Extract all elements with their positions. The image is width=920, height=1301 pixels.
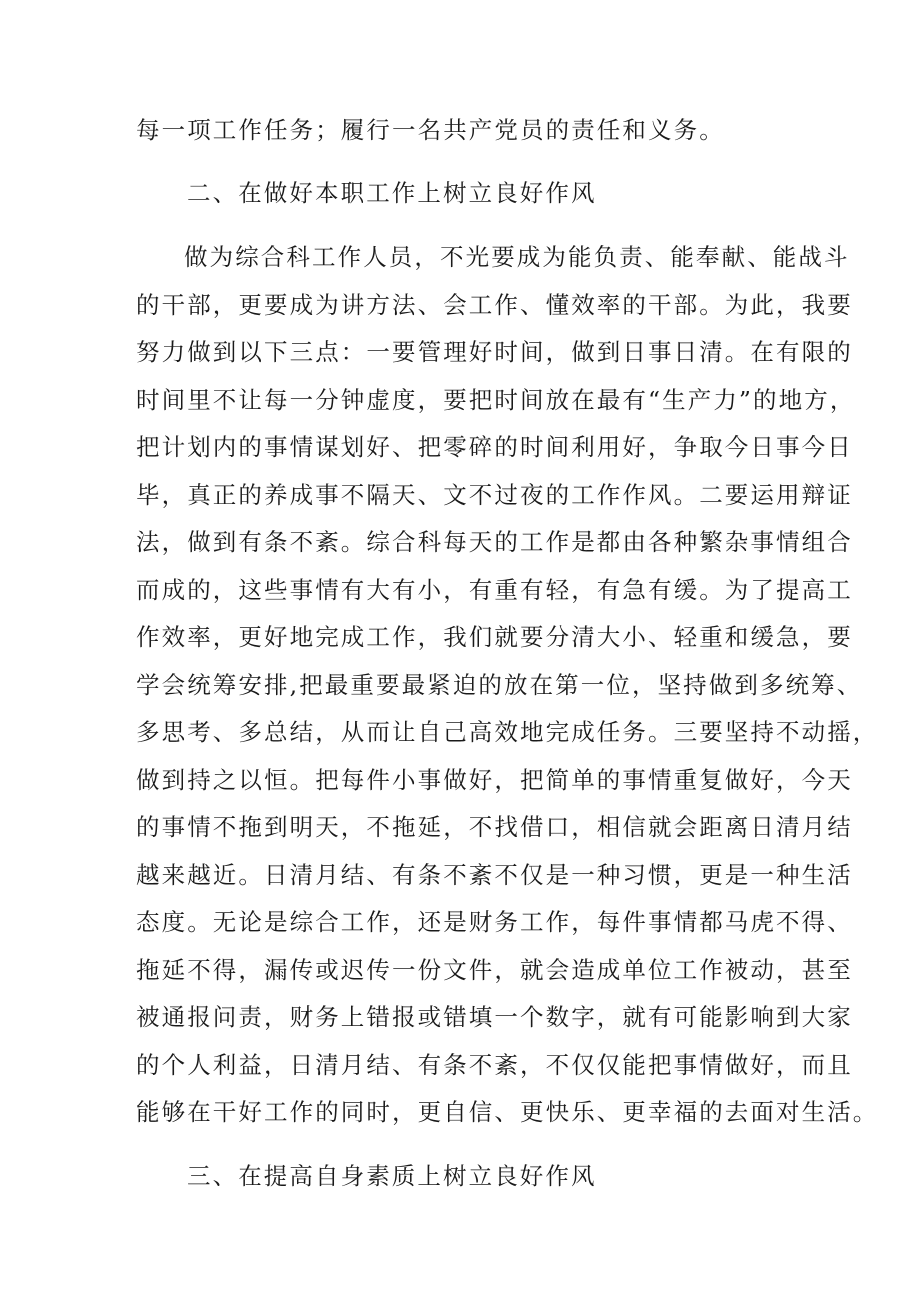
paragraph-line: 努力做到以下三点：一要管理好时间，做到日事日清。在有限的: [136, 338, 853, 366]
paragraph-line: 学会统筹安排,把最重要最紧迫的放在第一位，坚持做到多统筹、: [136, 671, 863, 699]
paragraph-line: 的干部，更要成为讲方法、会工作、懂效率的干部。为此，我要: [136, 291, 853, 319]
paragraph-line: 越来越近。日清月结、有条不紊不仅是一种习惯，更是一种生活: [136, 861, 853, 889]
section-heading-3: 三、在提高自身素质上树立良好作风: [187, 1162, 597, 1190]
paragraph-line: 的事情不拖到明天，不拖延，不找借口，相信就会距离日清月结: [136, 813, 853, 841]
paragraph-line: 作效率，更好地完成工作，我们就要分清大小、轻重和缓急，要: [136, 623, 853, 651]
continuation-line: 每一项工作任务；履行一名共产党员的责任和义务。: [136, 116, 725, 144]
paragraph-line: 时间里不让每一分钟虚度，要把时间放在最有“生产力”的地方，: [136, 386, 856, 414]
paragraph-line: 被通报问责，财务上错报或错填一个数字，就有可能影响到大家: [136, 1003, 853, 1031]
paragraph-line: 多思考、多总结，从而让自己高效地完成任务。三要坚持不动摇，: [136, 718, 879, 746]
paragraph-line: 能够在干好工作的同时，更自信、更快乐、更幸福的去面对生活。: [136, 1098, 879, 1126]
paragraph-line: 的个人利益，日清月结、有条不紊，不仅仅能把事情做好，而且: [136, 1051, 853, 1079]
paragraph-line: 拖延不得，漏传或迟传一份文件，就会造成单位工作被动，甚至: [136, 956, 853, 984]
paragraph-line: 毕，真正的养成事不隔天、文不过夜的工作作风。二要运用辩证: [136, 481, 853, 509]
paragraph-line: 做到持之以恒。把每件小事做好，把简单的事情重复做好，今天: [136, 766, 853, 794]
section-heading-2: 二、在做好本职工作上树立良好作风: [187, 179, 597, 207]
paragraph-line: 做为综合科工作人员，不光要成为能负责、能奉献、能战斗: [184, 243, 850, 271]
paragraph-line: 把计划内的事情谋划好、把零碎的时间利用好，争取今日事今日: [136, 433, 853, 461]
paragraph-line: 而成的，这些事情有大有小，有重有轻，有急有缓。为了提高工: [136, 576, 853, 604]
paragraph-line: 法，做到有条不紊。综合科每天的工作是都由各种繁杂事情组合: [136, 528, 853, 556]
paragraph-line: 态度。无论是综合工作，还是财务工作，每件事情都马虎不得、: [136, 908, 853, 936]
